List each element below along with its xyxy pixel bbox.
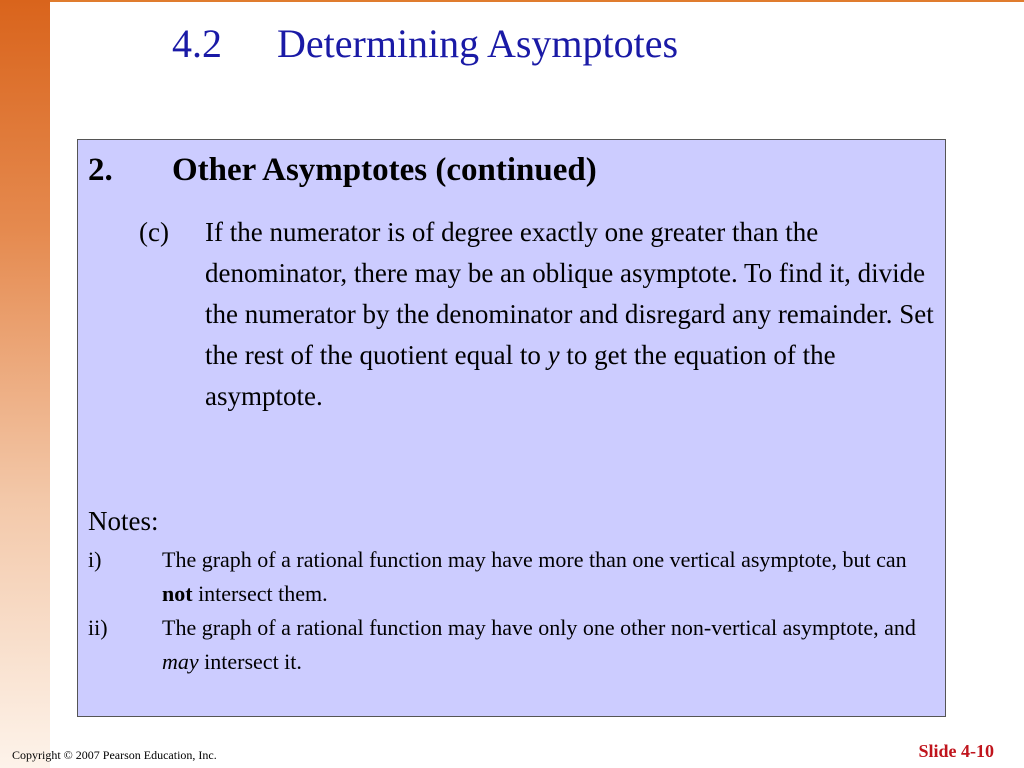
- slide-number: Slide 4-10: [918, 741, 994, 761]
- note-1-body: [162, 543, 932, 611]
- decorative-left-bar: [0, 0, 50, 768]
- note-1-marker: i): [88, 547, 102, 572]
- note-2-marker: ii): [88, 615, 108, 640]
- note-1-emphasis: not: [162, 581, 193, 606]
- note-1-before: The graph of a rational function may have more than one vertical asymptote, but can: [162, 547, 907, 572]
- slide-title: [172, 20, 678, 67]
- heading-text: Other Asymptotes (continued): [172, 152, 597, 188]
- title-text: Determining Asymptotes: [277, 21, 679, 66]
- item-c-body: [205, 212, 940, 417]
- item-c-variable: y: [547, 340, 560, 370]
- copyright-text: Copyright © 2007 Pearson Education, Inc.: [12, 748, 217, 762]
- item-c-text-after: to get the equation of the asymptote.: [205, 340, 836, 411]
- item-c-text-before: If the numerator is of degree exactly one greater than the denominator, there may be an oblique asymptote. To find it, divide the numerator by the denominator and disregard any remainder. Set the rest of the quotient equal to: [205, 217, 934, 370]
- decorative-top-line: [50, 0, 1024, 2]
- title-number: 4.2: [172, 21, 222, 66]
- note-1-after: intersect them.: [192, 581, 328, 606]
- note-2-body: [162, 611, 932, 679]
- note-2-emphasis: may: [162, 649, 199, 674]
- note-2-after: intersect it.: [198, 649, 302, 674]
- content-box: [77, 139, 946, 717]
- note-2-before: The graph of a rational function may have only one other non-vertical asymptote, and: [162, 615, 916, 640]
- heading-number: 2.: [88, 152, 113, 188]
- notes-label: Notes:: [88, 506, 159, 536]
- item-c-marker: (c): [139, 217, 169, 247]
